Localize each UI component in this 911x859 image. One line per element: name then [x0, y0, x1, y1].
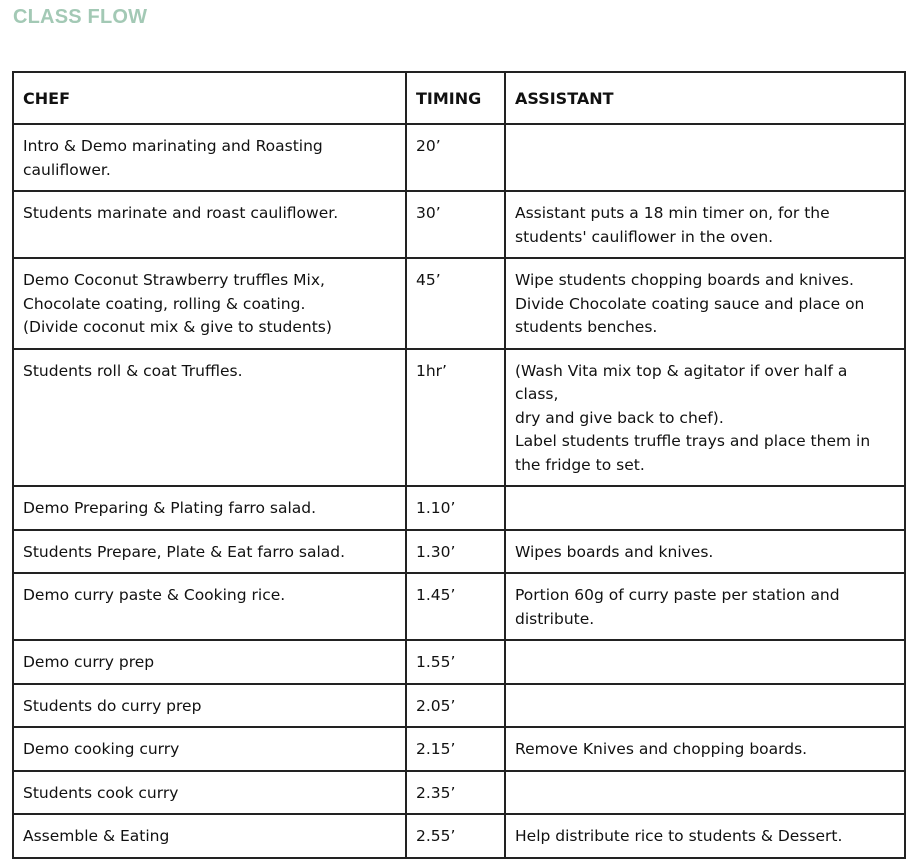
timing-cell: 2.15’ [406, 727, 505, 771]
chef-cell: Students cook curry [13, 771, 406, 815]
table-row [13, 124, 905, 191]
timing-cell: 2.05’ [406, 684, 505, 728]
header-chef: CHEF [13, 72, 406, 124]
timing-cell: 2.55’ [406, 814, 505, 858]
chef-cell: Demo curry prep [13, 640, 406, 684]
assistant-cell: (Wash Vita mix top & agitator if over half a class, dry and give back to chef). Label students truffle trays and place them in the fridge to set. [505, 349, 905, 487]
assistant-cell [505, 124, 905, 191]
assistant-cell [505, 486, 905, 530]
assistant-cell: Wipes boards and knives. [505, 530, 905, 574]
timing-cell: 1.10’ [406, 486, 505, 530]
chef-cell: Students roll & coat Truffles. [13, 349, 406, 487]
timing-cell: 1.45’ [406, 573, 505, 640]
assistant-cell: Assistant puts a 18 min timer on, for the students' cauliflower in the oven. [505, 191, 905, 258]
assistant-cell [505, 684, 905, 728]
table-row [13, 771, 905, 815]
table-row [13, 640, 905, 684]
chef-cell: Demo Coconut Strawberry truffles Mix, Chocolate coating, rolling & coating. (Divide coconut mix & give to students) [13, 258, 406, 349]
chef-cell: Assemble & Eating [13, 814, 406, 858]
table-row [13, 258, 905, 349]
header-assistant: ASSISTANT [505, 72, 905, 124]
page-title: CLASS FLOW [13, 6, 148, 28]
chef-cell: Demo Preparing & Plating farro salad. [13, 486, 406, 530]
timing-cell: 1hr’ [406, 349, 505, 487]
table-row [13, 349, 905, 487]
assistant-cell: Remove Knives and chopping boards. [505, 727, 905, 771]
header-row [13, 72, 905, 124]
table-row [13, 727, 905, 771]
chef-cell: Demo curry paste & Cooking rice. [13, 573, 406, 640]
timing-cell: 1.55’ [406, 640, 505, 684]
timing-cell: 20’ [406, 124, 505, 191]
chef-cell: Students do curry prep [13, 684, 406, 728]
chef-cell: Students Prepare, Plate & Eat farro salad. [13, 530, 406, 574]
assistant-cell: Help distribute rice to students & Dessert. [505, 814, 905, 858]
table-row [13, 486, 905, 530]
table-row [13, 530, 905, 574]
chef-cell: Demo cooking curry [13, 727, 406, 771]
header-timing: TIMING [406, 72, 505, 124]
assistant-cell [505, 640, 905, 684]
table-row [13, 191, 905, 258]
assistant-cell [505, 771, 905, 815]
class-flow-table [12, 71, 906, 859]
assistant-cell: Wipe students chopping boards and knives. Divide Chocolate coating sauce and place on students benches. [505, 258, 905, 349]
table-row [13, 573, 905, 640]
table-row [13, 684, 905, 728]
timing-cell: 45’ [406, 258, 505, 349]
timing-cell: 30’ [406, 191, 505, 258]
table-row [13, 814, 905, 858]
chef-cell: Students marinate and roast cauliflower. [13, 191, 406, 258]
timing-cell: 2.35’ [406, 771, 505, 815]
chef-cell: Intro & Demo marinating and Roasting cauliflower. [13, 124, 406, 191]
assistant-cell: Portion 60g of curry paste per station and distribute. [505, 573, 905, 640]
timing-cell: 1.30’ [406, 530, 505, 574]
